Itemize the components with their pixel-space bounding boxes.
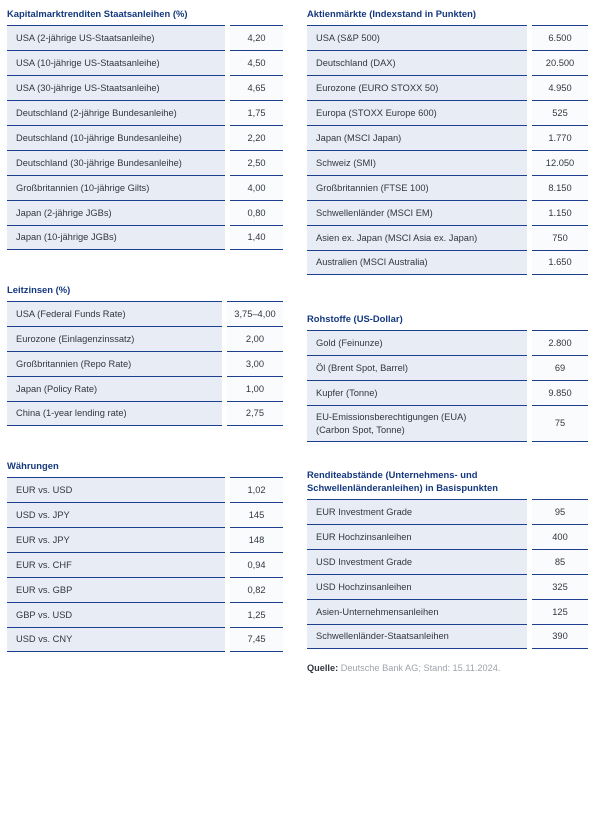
- table-row: [7, 376, 283, 401]
- row-value: 0,82: [230, 577, 283, 602]
- table-block-kapitalmarktrenditen: [7, 7, 288, 250]
- table-row: [307, 330, 588, 355]
- table-block-waehrungen: [7, 459, 288, 652]
- table-block-renditeabstaende: [307, 468, 588, 675]
- row-label: Deutschland (DAX): [307, 50, 527, 75]
- table-row: [7, 75, 283, 100]
- row-value: 69: [532, 355, 588, 380]
- table-row: [307, 25, 588, 50]
- row-value: 7,45: [230, 627, 283, 652]
- row-label: Deutschland (2-jährige Bundesanleihe): [7, 100, 225, 125]
- table-row: [307, 150, 588, 175]
- table-kapitalmarktrenditen: [2, 25, 288, 250]
- table-row: [307, 499, 588, 524]
- table-row: [307, 50, 588, 75]
- row-label: Deutschland (10-jährige Bundesanleihe): [7, 125, 225, 150]
- row-label: Deutschland (30-jährige Bundesanleihe): [7, 150, 225, 175]
- row-label: GBP vs. USD: [7, 602, 225, 627]
- row-label: EUR Investment Grade: [307, 499, 527, 524]
- table-row: [7, 301, 283, 326]
- row-label: Großbritannien (Repo Rate): [7, 351, 222, 376]
- row-value: 95: [532, 499, 588, 524]
- table-block-aktienmaerkte: [307, 7, 588, 275]
- row-value: 3,75–4,00: [227, 301, 283, 326]
- row-label: China (1-year lending rate): [7, 401, 222, 426]
- row-value: 0,80: [230, 200, 283, 225]
- table-title-line2: Schwellenländeranleihen) in Basispunkten: [307, 482, 498, 493]
- row-label: [307, 405, 527, 442]
- row-value: 750: [532, 225, 588, 250]
- row-label: Großbritannien (FTSE 100): [307, 175, 527, 200]
- table-title-rohstoffe: Rohstoffe (US-Dollar): [307, 313, 403, 324]
- table-row: [307, 380, 588, 405]
- row-value: 8.150: [532, 175, 588, 200]
- table-row: [307, 100, 588, 125]
- row-label: Gold (Feinunze): [307, 330, 527, 355]
- row-value: 1.770: [532, 125, 588, 150]
- table-row: [7, 150, 283, 175]
- table-rohstoffe: [302, 330, 593, 442]
- row-label: EUR Hochzinsanleihen: [307, 524, 527, 549]
- row-label: Japan (10-jährige JGBs): [7, 225, 225, 250]
- table-row: [307, 200, 588, 225]
- table-row: [7, 401, 283, 426]
- table-row: [7, 175, 283, 200]
- table-title-aktienmaerkte: Aktienmärkte (Indexstand in Punkten): [307, 8, 476, 19]
- table-row: [307, 250, 588, 275]
- row-value: 85: [532, 549, 588, 574]
- row-value: 145: [230, 502, 283, 527]
- row-label: USD vs. CNY: [7, 627, 225, 652]
- row-label: Kupfer (Tonne): [307, 380, 527, 405]
- row-label: Japan (MSCI Japan): [307, 125, 527, 150]
- source-label: Quelle:: [307, 663, 339, 673]
- row-value: 3,00: [227, 351, 283, 376]
- table-row: [7, 527, 283, 552]
- table-row: [7, 351, 283, 376]
- table-title-renditeabstaende: [307, 468, 588, 494]
- row-value: 325: [532, 574, 588, 599]
- row-value: 148: [230, 527, 283, 552]
- row-value: 1,00: [227, 376, 283, 401]
- row-value: 75: [532, 405, 588, 442]
- row-value: 12.050: [532, 150, 588, 175]
- table-row: [7, 502, 283, 527]
- row-value: 2,00: [227, 326, 283, 351]
- row-value: 1,75: [230, 100, 283, 125]
- table-aktienmaerkte: [302, 25, 593, 275]
- row-value: 4,00: [230, 175, 283, 200]
- table-row: [307, 549, 588, 574]
- source-text: Deutsche Bank AG; Stand: 15.11.2024.: [338, 663, 501, 673]
- row-label: Asien ex. Japan (MSCI Asia ex. Japan): [307, 225, 527, 250]
- row-value: 1.650: [532, 250, 588, 275]
- table-row: [7, 200, 283, 225]
- table-row: [307, 624, 588, 649]
- row-value: 9.850: [532, 380, 588, 405]
- row-value: 2,50: [230, 150, 283, 175]
- table-row: [307, 574, 588, 599]
- row-label-line2: (Carbon Spot, Tonne): [316, 424, 405, 435]
- row-label: USA (Federal Funds Rate): [7, 301, 222, 326]
- table-row: [7, 50, 283, 75]
- row-label: EUR vs. GBP: [7, 577, 225, 602]
- row-label: Japan (Policy Rate): [7, 376, 222, 401]
- row-value: 2,20: [230, 125, 283, 150]
- row-value: 1,25: [230, 602, 283, 627]
- row-label: USD Hochzinsanleihen: [307, 574, 527, 599]
- row-value: 4,20: [230, 25, 283, 50]
- table-row: [7, 225, 283, 250]
- row-label: Japan (2-jährige JGBs): [7, 200, 225, 225]
- row-value: 4.950: [532, 75, 588, 100]
- row-label: Eurozone (EURO STOXX 50): [307, 75, 527, 100]
- table-title-waehrungen: Währungen: [7, 460, 59, 471]
- row-label: EUR vs. CHF: [7, 552, 225, 577]
- table-waehrungen: [2, 477, 288, 652]
- table-row: [307, 599, 588, 624]
- row-label: Schwellenländer (MSCI EM): [307, 200, 527, 225]
- row-label: EUR vs. USD: [7, 477, 225, 502]
- table-row: [7, 552, 283, 577]
- table-block-leitzinsen: [7, 283, 288, 426]
- row-label: USA (S&P 500): [307, 25, 527, 50]
- row-value: 0,94: [230, 552, 283, 577]
- row-label: USA (30-jährige US-Staatsanleihe): [7, 75, 225, 100]
- row-value: 1,02: [230, 477, 283, 502]
- row-label: USA (2-jährige US-Staatsanleihe): [7, 25, 225, 50]
- row-value: 525: [532, 100, 588, 125]
- table-row: [307, 405, 588, 442]
- table-title-leitzinsen: Leitzinsen (%): [7, 284, 71, 295]
- row-value: 4,50: [230, 50, 283, 75]
- row-value: 125: [532, 599, 588, 624]
- row-label: Schweiz (SMI): [307, 150, 527, 175]
- table-row: [307, 175, 588, 200]
- row-value: 390: [532, 624, 588, 649]
- row-label: Eurozone (Einlagenzinssatz): [7, 326, 222, 351]
- row-label: Großbritannien (10-jährige Gilts): [7, 175, 225, 200]
- table-row: [7, 602, 283, 627]
- table-row: [7, 100, 283, 125]
- row-label: USD vs. JPY: [7, 502, 225, 527]
- table-row: [7, 125, 283, 150]
- table-leitzinsen: [2, 301, 288, 426]
- table-row: [7, 326, 283, 351]
- row-value: 2.800: [532, 330, 588, 355]
- row-value: 400: [532, 524, 588, 549]
- table-row: [7, 577, 283, 602]
- row-value: 1.150: [532, 200, 588, 225]
- row-value: 6.500: [532, 25, 588, 50]
- table-row: [307, 75, 588, 100]
- row-label: Australien (MSCI Australia): [307, 250, 527, 275]
- row-label: Schwellenländer-Staatsanleihen: [307, 624, 527, 649]
- row-value: 20.500: [532, 50, 588, 75]
- table-row: [7, 25, 283, 50]
- row-label: Öl (Brent Spot, Barrel): [307, 355, 527, 380]
- row-value: 1,40: [230, 225, 283, 250]
- row-label: Europa (STOXX Europe 600): [307, 100, 527, 125]
- row-label-line1: EU-Emissionsberechtigungen (EUA): [316, 412, 467, 423]
- source-note: [307, 662, 588, 675]
- table-row: [307, 125, 588, 150]
- table-block-rohstoffe: [307, 312, 588, 442]
- row-label: Asien-Unternehmensanleihen: [307, 599, 527, 624]
- table-row: [307, 524, 588, 549]
- table-row: [7, 627, 283, 652]
- row-value: 4,65: [230, 75, 283, 100]
- row-label: EUR vs. JPY: [7, 527, 225, 552]
- row-label: USA (10-jährige US-Staatsanleihe): [7, 50, 225, 75]
- row-value: 2,75: [227, 401, 283, 426]
- table-title-kapitalmarktrenditen: Kapitalmarktrenditen Staatsanleihen (%): [7, 8, 188, 19]
- table-row: [307, 355, 588, 380]
- table-row: [307, 225, 588, 250]
- row-label: USD Investment Grade: [307, 549, 527, 574]
- table-row: [7, 477, 283, 502]
- table-renditeabstaende: [302, 499, 593, 649]
- table-title-line1: Renditeabstände (Unternehmens- und: [307, 469, 478, 480]
